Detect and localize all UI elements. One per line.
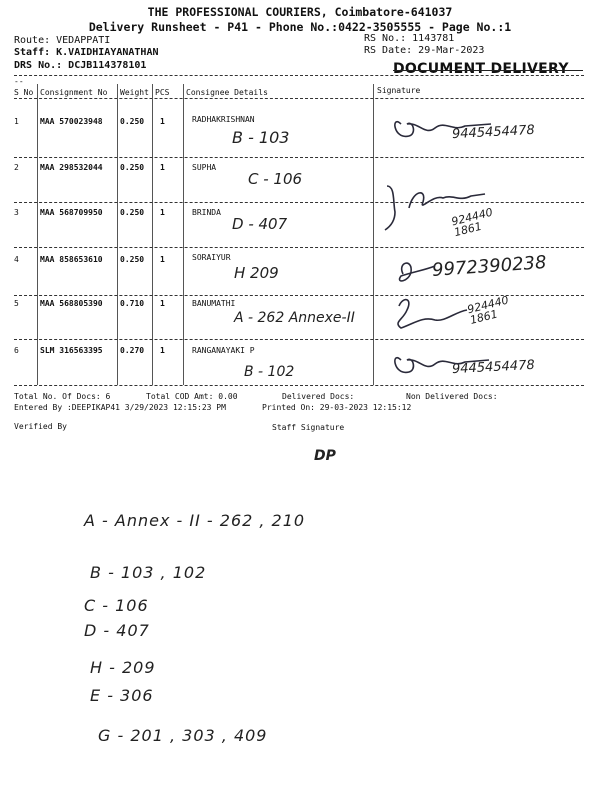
row-consignee: RANGANAYAKI P (192, 346, 255, 355)
signature-phone: 924440 1861 (465, 293, 510, 327)
flat-note: H 209 (234, 264, 279, 282)
dash-mark: -- (14, 77, 24, 86)
row-consignment: MAA 858653610 (40, 255, 103, 264)
signature-phone: 9972390238 (431, 252, 548, 281)
note-line: H - 209 (90, 658, 156, 677)
row-pcs: 1 (160, 117, 165, 126)
row-sno: 6 (14, 346, 19, 355)
row-weight: 0.250 (120, 208, 145, 217)
signature-row5 (398, 300, 467, 328)
row-pcs: 1 (160, 255, 165, 264)
row-sno: 1 (14, 117, 19, 126)
row-consignee: SUPHA (192, 163, 217, 172)
col-header-signature: Signature (377, 86, 421, 95)
flat-note: B - 103 (232, 128, 290, 147)
flat-note: A - 262 Annexe-II (234, 310, 355, 326)
row-consignee: RADHAKRISHNAN (192, 115, 255, 124)
entered-by: Entered By :DEEPIKAP41 3/29/2023 12:15:23 PM (14, 403, 226, 412)
flat-note: C - 106 (248, 170, 303, 188)
printed-on: Printed On: 29-03-2023 12:15:12 (262, 403, 412, 412)
row-consignment: MAA 568805390 (40, 299, 103, 308)
col-header-consignee: Consignee Details (186, 88, 268, 97)
col-header-pcs: PCS (155, 88, 170, 97)
staff-label: Staff: K.VAIDHIAYANATHAN (14, 47, 159, 58)
signature-phone: 9445454478 (451, 122, 536, 143)
col-header-sno: S No (14, 88, 34, 97)
flat-note: B - 102 (244, 364, 295, 380)
row-pcs: 1 (160, 346, 165, 355)
note-line: G - 201 , 303 , 409 (98, 726, 268, 745)
flat-note: D - 407 (232, 215, 288, 233)
row-consignment: MAA 298532044 (40, 163, 103, 172)
row-sno: 4 (14, 255, 19, 264)
col-header-consignment: Consignment No (40, 88, 108, 97)
row-pcs: 1 (160, 208, 165, 217)
row-pcs: 1 (160, 299, 165, 308)
row-sno: 2 (14, 163, 19, 172)
row-pcs: 1 (160, 163, 165, 172)
note-line: D - 407 (84, 621, 150, 640)
row-sno: 5 (14, 299, 19, 308)
row-sno: 3 (14, 208, 19, 217)
route-label: Route: VEDAPPATI (14, 35, 111, 46)
total-docs: Total No. Of Docs: 6 (14, 392, 111, 401)
document-delivery-stamp: DOCUMENT DELIVERY (393, 61, 569, 77)
total-cod: Total COD Amt: 0.00 (146, 392, 238, 401)
stamp-strike (393, 70, 583, 71)
rs-date: RS Date: 29-Mar-2023 (364, 45, 485, 56)
col-header-weight: Weight (120, 88, 149, 97)
row-weight: 0.250 (120, 163, 145, 172)
signature-phone: 9445454478 (451, 357, 536, 378)
note-line: E - 306 (90, 686, 154, 705)
signature-phone: 924440 1861 (450, 205, 495, 240)
row-consignee: BRINDA (192, 208, 221, 217)
row-weight: 0.250 (120, 117, 145, 126)
drs-label: DRS No.: DCJB114378101 (14, 60, 147, 71)
row-consignee: SORAIYUR (192, 253, 231, 262)
row-consignee: BANUMATHI (192, 299, 236, 308)
row-weight: 0.270 (120, 346, 145, 355)
signature-row1 (395, 122, 491, 137)
signature-row6 (395, 358, 489, 373)
signature-row2-3 (385, 186, 485, 230)
staff-initials: DP (314, 448, 336, 464)
staff-signature-label: Staff Signature (272, 423, 345, 432)
row-consignment: MAA 570023948 (40, 117, 103, 126)
signature-row4 (400, 263, 435, 281)
company-title: THE PROFESSIONAL COURIERS, Coimbatore-641037 (147, 5, 453, 19)
signature-strokes (373, 98, 593, 388)
delivered-docs: Delivered Docs: (282, 392, 355, 401)
non-delivered-docs: Non Delivered Docs: (406, 392, 498, 401)
note-line: C - 106 (84, 596, 149, 615)
note-line: A - Annex - II - 262 , 210 (84, 511, 306, 530)
row-consignment: SLM 316563395 (40, 346, 103, 355)
runsheet-title: Delivery Runsheet - P41 - Phone No.:0422-3505555 - Page No.:1 (88, 20, 512, 34)
note-line: B - 103 , 102 (90, 563, 207, 582)
row-weight: 0.250 (120, 255, 145, 264)
divider (14, 75, 584, 76)
verified-by: Verified By (14, 422, 67, 431)
rs-number: RS No.: 1143781 (364, 33, 455, 44)
row-weight: 0.710 (120, 299, 145, 308)
row-consignment: MAA 568709950 (40, 208, 103, 217)
